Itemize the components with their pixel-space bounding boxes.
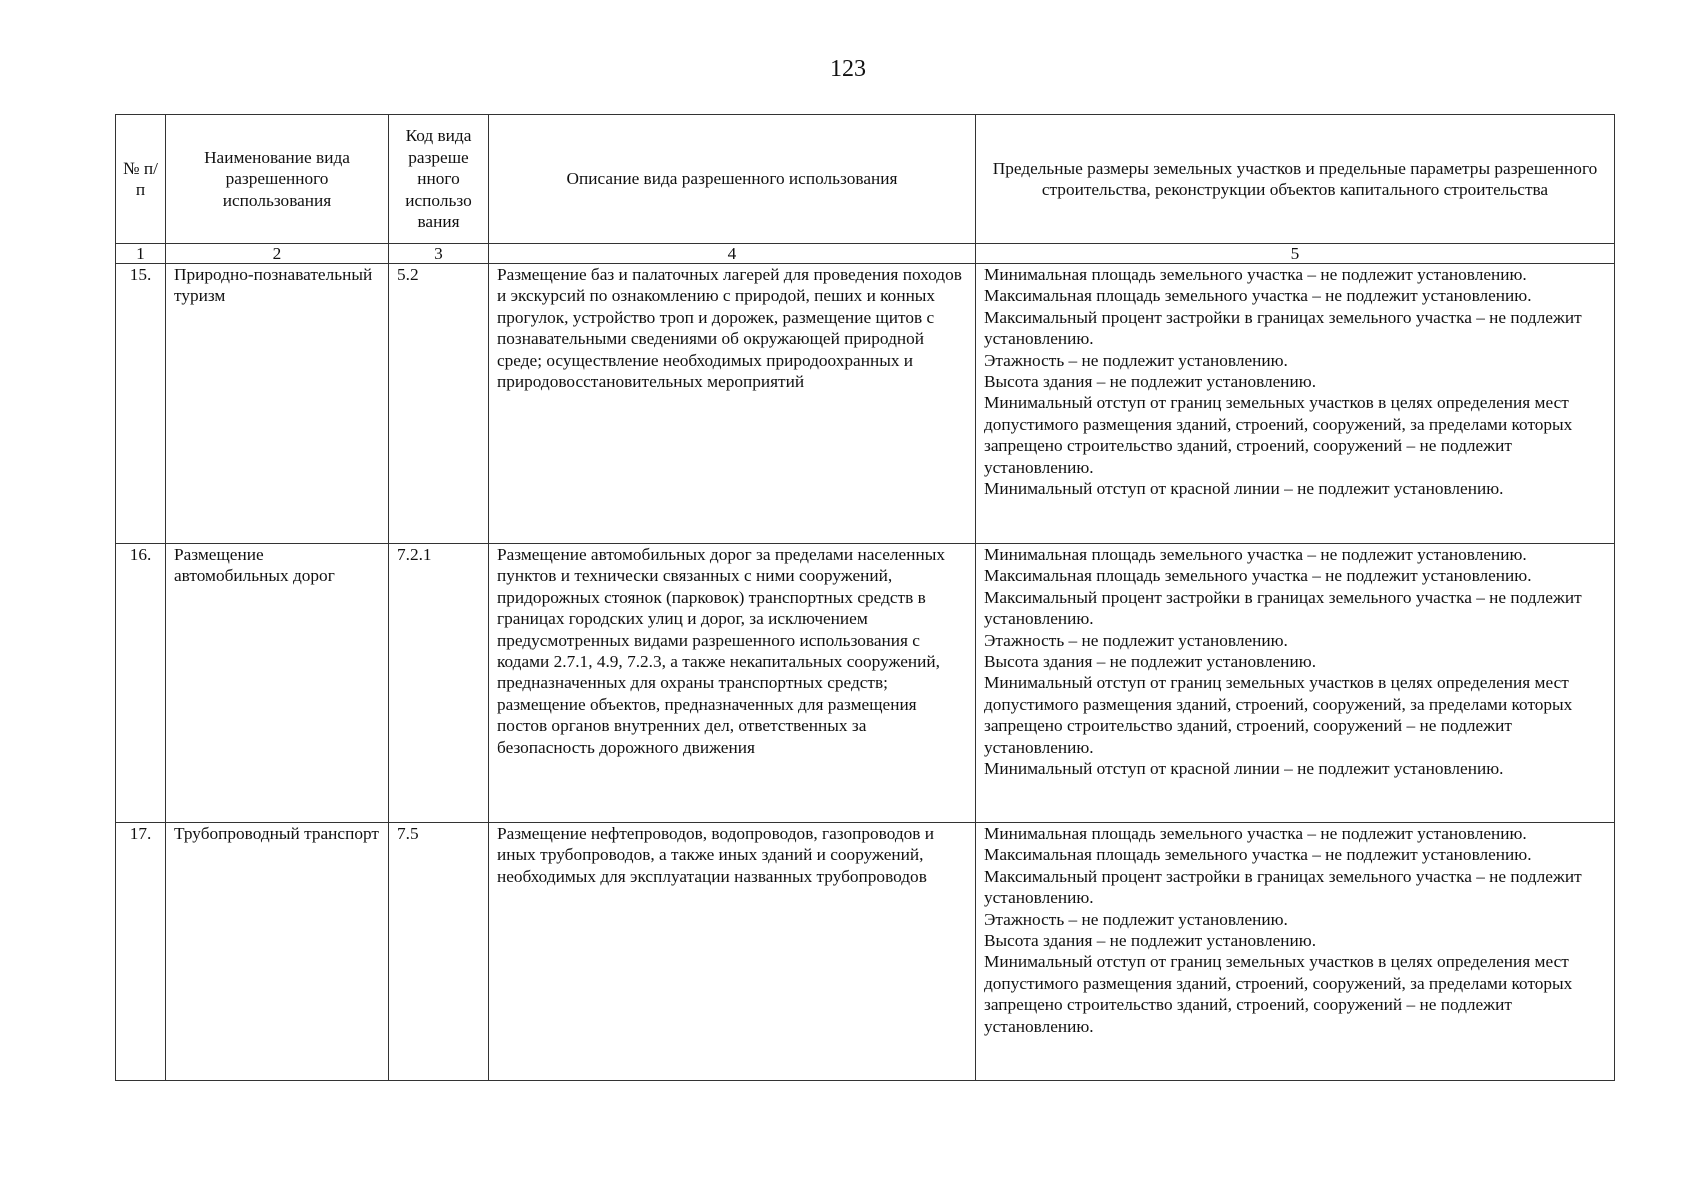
header-use-code: Код вида разреше нного использо вания xyxy=(389,115,489,244)
limit-parameters xyxy=(976,823,1615,1081)
param-height: Высота здания – не подлежит установлению. xyxy=(984,931,1317,951)
limit-parameters xyxy=(976,264,1615,544)
column-number: 1 xyxy=(116,244,166,264)
column-numbers-row xyxy=(116,244,1615,264)
use-description: Размещение баз и палаточных лагерей для проведения походов и экскурсий по ознакомлению с природой, пеших и конных прогулок, устройство троп и дорожек, размещение щитов с познавательными сведениями об окружающей природной среде; осуществление необходимых природоохранных и природовосстановительных мероприятий xyxy=(489,264,976,544)
column-number: 4 xyxy=(489,244,976,264)
param-min-area: Минимальная площадь земельного участка – не подлежит установлению. xyxy=(984,545,1527,564)
param-height: Высота здания – не подлежит установлению. xyxy=(984,652,1317,672)
column-number: 3 xyxy=(389,244,489,264)
row-number: 15. xyxy=(116,264,166,544)
param-boundary-setback: Минимальный отступ от границ земельных участков в целях определения мест допустимого размещения зданий, строений, сооружений, за пределами которых запрещено строительство зданий, строений, сооружений – не подлежит установлению. xyxy=(984,393,1573,477)
limit-parameters xyxy=(976,544,1615,823)
use-description: Размещение автомобильных дорог за пределами населенных пунктов и технически связанных с ними сооружений, придорожных стоянок (парковок) транспортных средств в границах городских улиц и дорог, за исключением предусмотренных видами разрешенного использования с кодами 2.7.1, 4.9, 7.2.3, а также некапитальных сооружений, предназначенных для охраны транспортных средств; размещение объектов, предназначенных для размещения постов органов внутренних дел, ответственных за безопасность дорожного движения xyxy=(489,544,976,823)
use-name: Природно-познавательный туризм xyxy=(166,264,389,544)
use-description: Размещение нефтепроводов, водопроводов, газопроводов и иных трубопроводов, а также иных зданий и сооружений, необходимых для эксплуатации названных трубопроводов xyxy=(489,823,976,1081)
param-max-area: Максимальная площадь земельного участка – не подлежит установлению. xyxy=(984,286,1532,306)
table-row xyxy=(116,264,1615,544)
param-boundary-setback: Минимальный отступ от границ земельных участков в целях определения мест допустимого размещения зданий, строений, сооружений, за пределами которых запрещено строительство зданий, строений, сооружений – не подлежит установлению. xyxy=(984,952,1573,1036)
param-red-line-setback: Минимальный отступ от красной линии – не подлежит установлению. xyxy=(984,479,1504,499)
param-max-coverage: Максимальный процент застройки в границах земельного участка – не подлежит установлению. xyxy=(984,587,1582,629)
header-use-name: Наименование вида разрешенного использования xyxy=(166,115,389,244)
header-use-description: Описание вида разрешенного использования xyxy=(489,115,976,244)
param-floors: Этажность – не подлежит установлению. xyxy=(984,350,1288,370)
row-number: 17. xyxy=(116,823,166,1081)
table-header-row xyxy=(116,115,1615,244)
use-code: 5.2 xyxy=(389,264,489,544)
param-min-area: Минимальная площадь земельного участка – не подлежит установлению. xyxy=(984,824,1527,843)
param-floors: Этажность – не подлежит установлению. xyxy=(984,909,1288,929)
param-min-area: Минимальная площадь земельного участка – не подлежит установлению. xyxy=(984,265,1527,284)
page-number: 123 xyxy=(830,56,866,82)
use-code: 7.2.1 xyxy=(389,544,489,823)
param-max-coverage: Максимальный процент застройки в границах земельного участка – не подлежит установлению. xyxy=(984,307,1582,349)
param-max-area: Максимальная площадь земельного участка – не подлежит установлению. xyxy=(984,566,1532,586)
header-number: № п/п xyxy=(116,115,166,244)
param-max-area: Максимальная площадь земельного участка – не подлежит установлению. xyxy=(984,845,1532,865)
row-number: 16. xyxy=(116,544,166,823)
use-name: Размещение автомобильных дорог xyxy=(166,544,389,823)
param-red-line-setback: Минимальный отступ от красной линии – не подлежит установлению. xyxy=(984,759,1504,779)
land-use-table xyxy=(115,114,1615,1081)
param-max-coverage: Максимальный процент застройки в границах земельного участка – не подлежит установлению. xyxy=(984,866,1582,908)
header-limit-parameters: Предельные размеры земельных участков и предельные параметры разрешенного строительства, реконструкции объектов капитального строительства xyxy=(976,115,1615,244)
table-row xyxy=(116,544,1615,823)
use-code: 7.5 xyxy=(389,823,489,1081)
use-name: Трубопроводный транспорт xyxy=(166,823,389,1081)
param-boundary-setback: Минимальный отступ от границ земельных участков в целях определения мест допустимого размещения зданий, строений, сооружений, за пределами которых запрещено строительство зданий, строений, сооружений – не подлежит установлению. xyxy=(984,673,1573,757)
param-floors: Этажность – не подлежит установлению. xyxy=(984,630,1288,650)
table-row xyxy=(116,823,1615,1081)
param-height: Высота здания – не подлежит установлению. xyxy=(984,372,1317,392)
column-number: 2 xyxy=(166,244,389,264)
column-number: 5 xyxy=(976,244,1615,264)
